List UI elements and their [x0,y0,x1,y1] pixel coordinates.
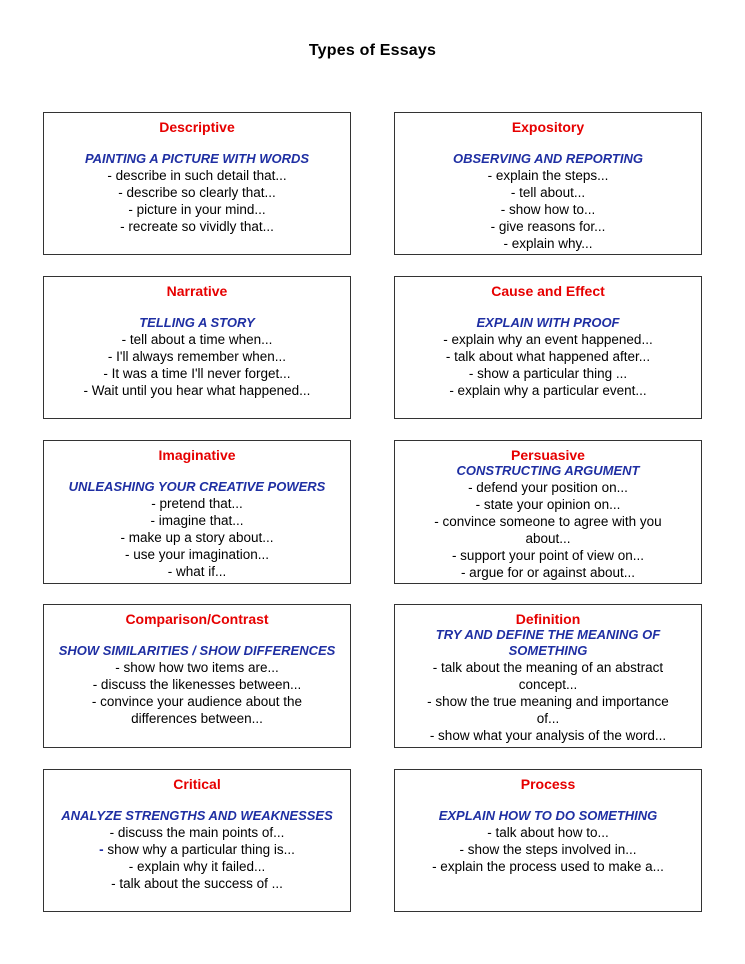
card-subtitle: OBSERVING AND REPORTING [453,151,643,166]
list-item: - give reasons for... [490,219,606,234]
list-item: - defend your position on... [468,480,628,495]
card-imaginative [43,440,351,584]
list-item: - imagine that... [150,513,244,528]
list-item: - discuss the likenesses between... [92,677,302,692]
card-subtitle: PAINTING A PICTURE WITH WORDS [84,151,310,166]
list-item: - tell about... [510,185,586,200]
list-item: - show how to... [500,202,596,217]
list-item: of... [536,711,560,726]
list-item: - show a particular thing ... [468,366,628,381]
card-subtitle: UNLEASHING YOUR CREATIVE POWERS [68,479,326,494]
list-item: - explain the process used to make a... [432,859,664,874]
list-item: - argue for or against about... [460,565,636,580]
list-item: - Wait until you hear what happened... [83,383,311,398]
card-subtitle: CONSTRUCTING ARGUMENT [456,463,640,478]
card-title: Descriptive [159,119,235,135]
list-item: - show how two items are... [115,660,279,675]
card-persuasive [394,440,702,584]
list-item: - explain why a particular event... [449,383,647,398]
card-process [394,769,702,912]
list-item: - recreate so vividly that... [120,219,274,234]
list-item: - use your imagination... [124,547,270,562]
list-item: - describe so clearly that... [118,185,276,200]
list-item: - show the true meaning and importance [427,694,669,709]
card-definition [394,604,702,748]
list-item: - talk about what happened after... [445,349,651,364]
card-subtitle: SOMETHING [508,643,588,658]
card-title: Expository [511,119,585,135]
card-descriptive [43,112,351,255]
list-item: - make up a story about... [120,530,274,545]
list-item: - support your point of view on... [451,548,645,563]
list-item-text: show why a particular thing is... [107,842,295,857]
card-expository [394,112,702,255]
list-item: - talk about the meaning of an abstract [432,660,664,675]
list-item: - discuss the main points of... [109,825,285,840]
card-subtitle: TRY AND DEFINE THE MEANING OF [435,627,661,642]
list-item: - I'll always remember when... [107,349,287,364]
card-critical [43,769,351,912]
card-title: Cause and Effect [491,283,605,299]
list-item: - show the steps involved in... [459,842,637,857]
card-subtitle: ANALYZE STRENGTHS AND WEAKNESSES [61,808,333,823]
blue-dash: - [99,842,104,857]
card-comparison-contrast [43,604,351,748]
list-item [44,841,350,858]
list-item: concept... [518,677,578,692]
card-subtitle: EXPLAIN WITH PROOF [476,315,620,330]
list-item: - picture in your mind... [128,202,266,217]
list-item: - show what your analysis of the word... [429,728,667,743]
list-item: - convince someone to agree with you [434,514,662,529]
card-title: Comparison/Contrast [125,611,269,627]
card-title: Imaginative [158,447,236,463]
card-cause-and-effect [394,276,702,419]
card-title: Definition [515,611,581,627]
card-subtitle: TELLING A STORY [139,315,255,330]
card-subtitle: SHOW SIMILARITIES / SHOW DIFFERENCES [58,643,336,658]
list-item: - explain why... [503,236,593,251]
card-title: Persuasive [511,447,585,463]
list-item: - describe in such detail that... [107,168,287,183]
list-item: - explain why it failed... [128,859,266,874]
list-item: about... [525,531,571,546]
list-item: - convince your audience about the [91,694,303,709]
list-item: - state your opinion on... [475,497,621,512]
list-item: - It was a time I'll never forget... [103,366,291,381]
card-subtitle: EXPLAIN HOW TO DO SOMETHING [438,808,658,823]
list-item: - explain the steps... [487,168,609,183]
card-title: Critical [173,776,221,792]
list-item: - explain why an event happened... [443,332,653,347]
list-item: - talk about the success of ... [111,876,283,891]
page-title: Types of Essays [308,42,437,59]
card-title: Process [520,776,576,792]
list-item: - pretend that... [151,496,243,511]
list-item: - talk about how to... [487,825,609,840]
list-item: - tell about a time when... [121,332,273,347]
list-item: differences between... [131,711,263,726]
card-title: Narrative [166,283,228,299]
list-item: - what if... [167,564,227,579]
card-narrative [43,276,351,419]
